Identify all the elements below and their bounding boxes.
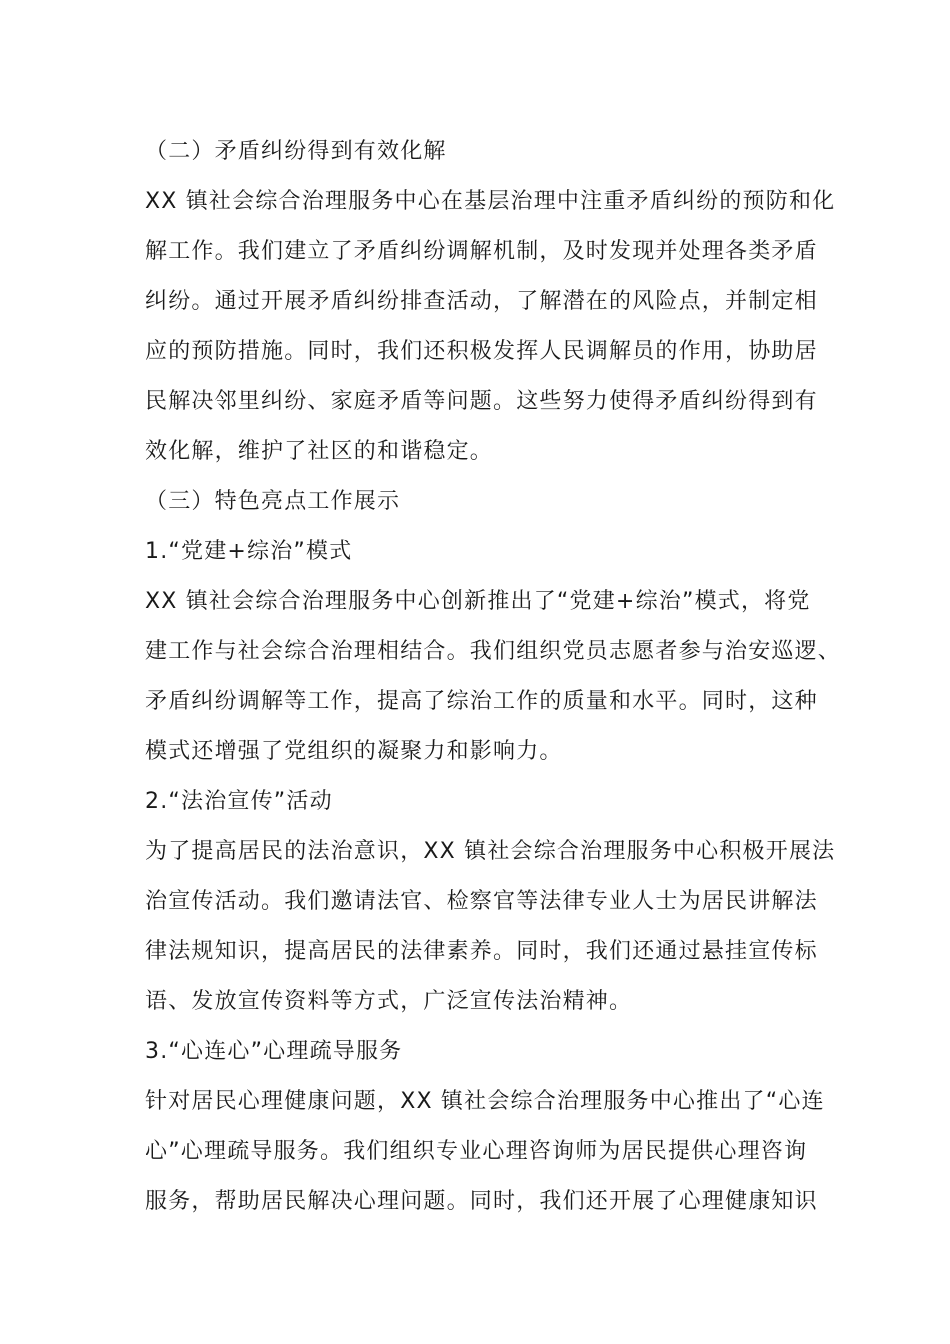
paragraph-line: 律法规知识，提高居民的法律素养。同时，我们还通过悬挂宣传标 [145,939,818,964]
paragraph-line: 纠纷。通过开展矛盾纠纷排查活动，了解潜在的风险点，并制定相 [145,289,818,314]
paragraph-line: 应的预防措施。同时，我们还积极发挥人民调解员的作用，协助居 [145,339,818,364]
section-heading-3: （三）特色亮点工作展示 [145,489,401,514]
paragraph-line: 模式还增强了党组织的凝聚力和影响力。 [145,739,563,764]
paragraph-line: 服务，帮助居民解决心理问题。同时，我们还开展了心理健康知识 [145,1189,818,1214]
item-heading-2: 2.“法治宣传”活动 [145,789,333,814]
paragraph-line: 效化解，维护了社区的和谐稳定。 [145,439,494,464]
paragraph-line: 心”心理疏导服务。我们组织专业心理咨询师为居民提供心理咨询 [145,1139,808,1164]
paragraph-line: 为了提高居民的法治意识，XX 镇社会综合治理服务中心积极开展法 [145,839,836,864]
paragraph-line: 针对居民心理健康问题，XX 镇社会综合治理服务中心推出了“心连 [145,1089,825,1114]
item-heading-1: 1.“党建+综治”模式 [145,539,353,564]
paragraph-line: 语、发放宣传资料等方式，广泛宣传法治精神。 [145,989,633,1014]
paragraph-line: XX 镇社会综合治理服务中心创新推出了“党建+综治”模式，将党 [145,589,811,614]
paragraph-line: 建工作与社会综合治理相结合。我们组织党员志愿者参与治安巡逻、 [145,639,842,664]
paragraph-line: 民解决邻里纠纷、家庭矛盾等问题。这些努力使得矛盾纠纷得到有 [145,389,818,414]
section-heading-2: （二）矛盾纠纷得到有效化解 [145,139,447,164]
paragraph-line: 解工作。我们建立了矛盾纠纷调解机制，及时发现并处理各类矛盾 [145,239,818,264]
item-heading-3: 3.“心连心”心理疏导服务 [145,1039,403,1064]
paragraph-line: 治宣传活动。我们邀请法官、检察官等法律专业人士为居民讲解法 [145,889,818,914]
paragraph-line: 矛盾纠纷调解等工作，提高了综治工作的质量和水平。同时，这种 [145,689,818,714]
paragraph-line: XX 镇社会综合治理服务中心在基层治理中注重矛盾纠纷的预防和化 [145,189,836,214]
